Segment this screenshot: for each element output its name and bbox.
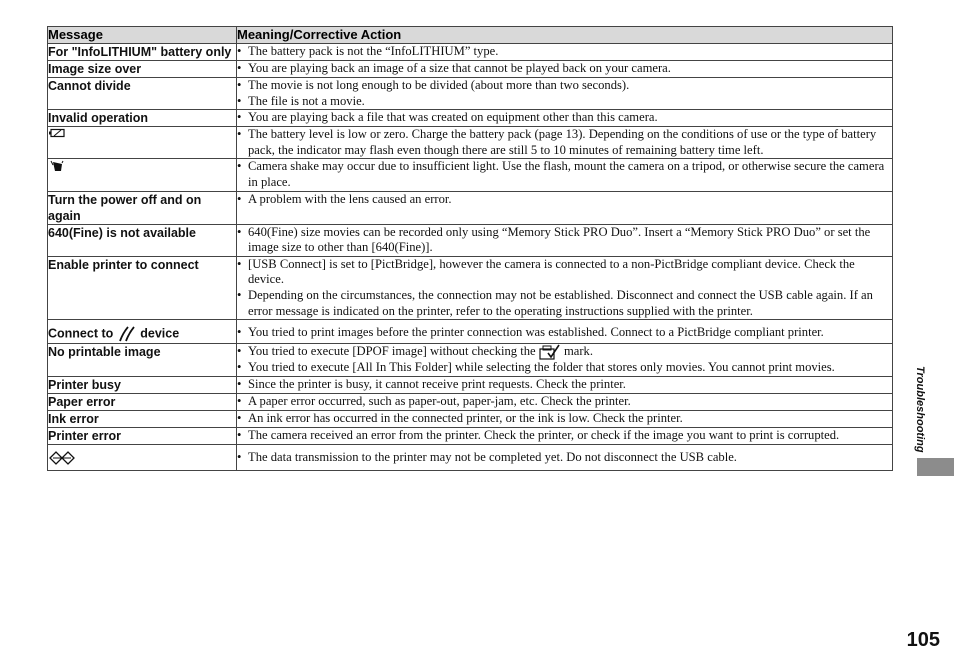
- bullet-item: • 640(Fine) size movies can be recorded only using “Memory Stick PRO Duo”. Insert a “Memory Stick PRO Duo” or set the image size to other than [640(Fine)].: [237, 225, 892, 256]
- table-row: [48, 256, 893, 319]
- table-row: [48, 191, 893, 224]
- bullet-item: • Depending on the circumstances, the connection may not be established. Disconnect and connect the USB cable again. If an error message is indicated on the printer, refer to the operating instructions supplied with the printer.: [237, 288, 892, 319]
- message-cell: Printer error: [48, 427, 237, 444]
- table-row: [48, 427, 893, 444]
- message-cell: Paper error: [48, 393, 237, 410]
- table-row: [48, 127, 893, 159]
- bullet-item: • A paper error occurred, such as paper-out, paper-jam, etc. Check the printer.: [237, 394, 892, 410]
- meaning-cell: [237, 344, 893, 377]
- meaning-cell: [237, 78, 893, 110]
- meaning-cell: [237, 393, 893, 410]
- camera-shake-icon: [48, 159, 66, 173]
- table-row: [48, 444, 893, 470]
- meaning-cell: [237, 127, 893, 159]
- meaning-cell: [237, 444, 893, 470]
- bullet-item: • Camera shake may occur due to insufficient light. Use the flash, mount the camera on a tripod, or otherwise secure the camera in place.: [237, 159, 892, 190]
- message-text-pre: Connect to: [48, 326, 114, 341]
- bullet-text-post: mark.: [563, 344, 593, 359]
- meaning-cell: [237, 427, 893, 444]
- table-row: [48, 110, 893, 127]
- message-cell: Invalid operation: [48, 110, 237, 127]
- section-tab-marker: [917, 458, 954, 476]
- bullet-item: • You are playing back a file that was created on equipment other than this camera.: [237, 110, 892, 126]
- meaning-cell: [237, 256, 893, 319]
- error-message-table: [47, 26, 893, 471]
- bullet-item: • A problem with the lens caused an error.: [237, 192, 892, 208]
- bullet-item: • You tried to execute [All In This Folder] while selecting the folder that stores only movies. You cannot print movies.: [237, 360, 892, 376]
- meaning-cell: [237, 320, 893, 344]
- column-header-message: Message: [48, 27, 237, 44]
- meaning-cell: [237, 410, 893, 427]
- bullet-item: • The data transmission to the printer may not be completed yet. Do not disconnect the USB cable.: [237, 450, 892, 466]
- page-number: 105: [906, 629, 940, 651]
- message-cell: Enable printer to connect: [48, 256, 237, 319]
- message-cell: Ink error: [48, 410, 237, 427]
- message-cell: 640(Fine) is not available: [48, 224, 237, 256]
- bullet-item: • The battery pack is not the “InfoLITHIUM” type.: [237, 44, 892, 60]
- table-row: [48, 320, 893, 344]
- table-row: [48, 224, 893, 256]
- battery-empty-icon: [48, 127, 66, 139]
- table-row: [48, 44, 893, 61]
- pictbridge-icon: [117, 325, 137, 343]
- bullet-item: [237, 344, 892, 360]
- message-cell: No printable image: [48, 344, 237, 377]
- meaning-cell: [237, 110, 893, 127]
- meaning-cell: [237, 44, 893, 61]
- section-side-label: Troubleshooting: [914, 366, 926, 453]
- table-row: [48, 410, 893, 427]
- table-row: [48, 344, 893, 377]
- message-cell: Image size over: [48, 61, 237, 78]
- meaning-cell: [237, 191, 893, 224]
- message-cell: Printer busy: [48, 376, 237, 393]
- bullet-item: • You tried to print images before the printer connection was established. Connect to a PictBridge compliant printer.: [237, 325, 892, 341]
- column-header-meaning: Meaning/Corrective Action: [237, 27, 893, 44]
- table-header-row: [48, 27, 893, 44]
- bullet-item: • The battery level is low or zero. Charge the battery pack (page 13). Depending on the conditions of use or the type of battery pack, the indicator may flash even though there are still 5 to 10 minutes of remaining battery time left.: [237, 127, 892, 158]
- message-text-post: device: [140, 326, 180, 341]
- bullet-item: • Since the printer is busy, it cannot receive print requests. Check the printer.: [237, 377, 892, 393]
- message-cell: [48, 444, 237, 470]
- message-cell: [48, 320, 237, 344]
- table-row: [48, 376, 893, 393]
- table-row: [48, 393, 893, 410]
- bullet-item: • The movie is not long enough to be divided (about more than two seconds).: [237, 78, 892, 94]
- meaning-cell: [237, 376, 893, 393]
- bullet-text-pre: You tried to execute [DPOF image] without checking the: [248, 344, 536, 359]
- print-check-icon: [539, 344, 561, 360]
- message-cell: [48, 127, 237, 159]
- table-row: [48, 159, 893, 191]
- message-cell: For "InfoLITHIUM" battery only: [48, 44, 237, 61]
- meaning-cell: [237, 159, 893, 191]
- bullet-item: • An ink error has occurred in the connected printer, or the ink is low. Check the printer.: [237, 411, 892, 427]
- message-cell: Turn the power off and on again: [48, 191, 237, 224]
- bullet-item: • The file is not a movie.: [237, 94, 892, 110]
- message-cell: [48, 159, 237, 191]
- bullet-item: • You are playing back an image of a size that cannot be played back on your camera.: [237, 61, 892, 77]
- bullet-item: • [USB Connect] is set to [PictBridge], however the camera is connected to a non-PictBridge compliant device. Check the device.: [237, 257, 892, 288]
- bullet-item: • The camera received an error from the printer. Check the printer, or check if the image you want to print is corrupted.: [237, 428, 892, 444]
- table-row: [48, 61, 893, 78]
- meaning-cell: [237, 224, 893, 256]
- meaning-cell: [237, 61, 893, 78]
- data-transfer-icon: [48, 450, 78, 466]
- message-cell: Cannot divide: [48, 78, 237, 110]
- table-row: [48, 78, 893, 110]
